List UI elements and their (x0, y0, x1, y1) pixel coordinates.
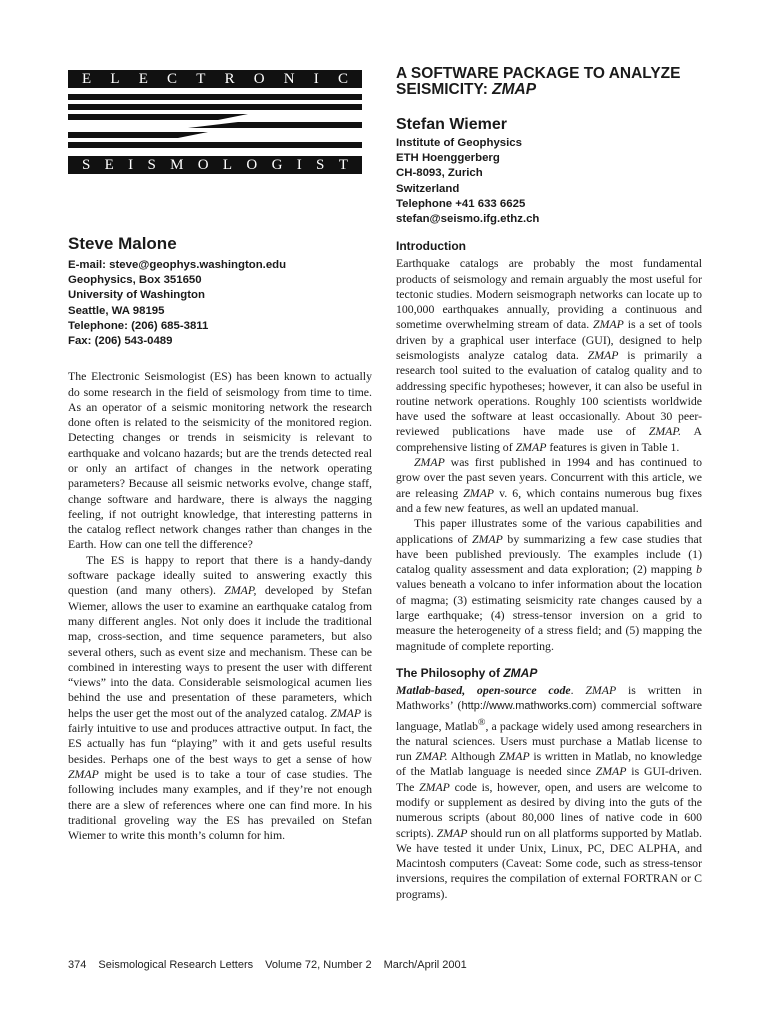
contact-line: Seattle, WA 98195 (68, 304, 165, 317)
contact-email: E-mail: steve@geophys.washington.edu (68, 259, 287, 271)
article-title: A SOFTWARE PACKAGE TO ANALYZE SEISMICITY: ZMAP (396, 65, 681, 98)
philosophy-paragraph: Matlab-based, open-source code. ZMAP is written in Mathworks’ (http://www.mathworks.com) commercial software language, Matlab®, a package widely used among researchers in the natural sciences. Users must purchase a Matlab license to run ZMAP. Although ZMAP is written in Matlab, no knowledge of the Matlab language is needed since ZMAP is GUI-driven. The ZMAP code is, however, open, and users are welcome to modify or supplement as desired by diving into the guts of the numerous scripts (about 80,000 lines of native code in 600 scripts). ZMAP should run on all platforms supported by Matlab. We have tested it under Unix, Linux, PC, DEC ALPHA, and Macintosh computers (Caveat: Some code, such as stress-tensor inversions, requires the compilation of external FORTRAN or C programs). (396, 682, 703, 901)
introduction-paragraph-2: ZMAP was first published in 1994 and has continued to grow over the past seven years. Concurrent with this article, we are releasing ZMAP v. 6, which contains numerous bug fixes and a few new features, as well an updated manual. (396, 455, 702, 515)
right-column (396, 66, 702, 902)
contact-line: University of Washington (68, 289, 205, 302)
article-author-contact (396, 136, 702, 227)
electronic-seismologist-logo (68, 70, 362, 178)
column-author-name: Steve Malone (68, 234, 177, 253)
section-heading-philosophy: The Philosophy of ZMAP (396, 665, 538, 680)
page-number: 374 (68, 959, 87, 971)
column-author-contact (68, 258, 372, 349)
contact-line: CH-8093, Zurich (396, 167, 483, 180)
introduction-paragraph-3: This paper illustrates some of the various capabilities and applications of ZMAP by summarizing a few case studies that have been published previously. The examples include (1) catalog quality assessment and data exploration; (2) mapping b values beneath a volcano to infer information about the location of magma; (3) estimating seismicity rate changes caused by a large earthquake; (4) stress-tensor inversion on a grid to measure the heterogeneity of a stress field; and (5) mapping the magnitude of complete reporting. (396, 516, 703, 653)
logo-top-bar: E L E C T R O N I C (68, 70, 362, 88)
volume-issue: Volume 72, Number 2 (265, 959, 372, 971)
contact-telephone: Telephone +41 633 6625 (396, 197, 526, 210)
mathworks-url: http://www.mathworks.com (461, 700, 593, 713)
logo-bottom-bar: S E I S M O L O G I S T (68, 156, 362, 174)
intro-paragraph-1: The Electronic Seismologist (ES) has been known to actually do some research in the field of seismology from time to time. As an operator of a seismic monitoring network the research done often is related to the seismicity of the monitored region. Detecting changes or trends in seismicity is relevant to earthquake and volcano hazards; but are the trends detected real or only an artifact of changes in the network operating parameters? Because all seismic networks evolve, change staff, change software and hardware, there is always the nagging feeling, if not outright knowledge, that interesting patterns in the catalog reflect network changes rather than changes in the Earth. How can one tell the difference? (68, 369, 372, 552)
contact-line: Institute of Geophysics (396, 137, 522, 149)
introduction-paragraph-1: Earthquake catalogs are probably the most fundamental products of seismology and remain arguably the most useful for tectonic studies. Modern seismograph networks can locate up to 100,000 earthquakes annually, providing a continuous and sometime overwhelming stream of data. ZMAP is a set of tools driven by a graphical user interface (GUI), designed to help seismologists analyze catalog data. ZMAP is primarily a research tool suited to the evaluation of catalog quality and to addressing specific hypotheses; however, it can also be useful in routine network operations. Roughly 100 scientists worldwide have used the software at least occasionally. About 30 peer-reviewed publications have made use of ZMAP. A comprehensive listing of ZMAP features is given in Table 1. (396, 256, 702, 454)
contact-telephone: Telephone: (206) 685-3811 (68, 319, 209, 332)
contact-line: Switzerland (396, 182, 460, 195)
contact-fax: Fax: (206) 543-0489 (68, 335, 173, 348)
contact-line: ETH Hoenggerberg (396, 152, 500, 165)
seismogram-stripes-graphic (68, 92, 362, 152)
issue-date: March/April 2001 (383, 959, 467, 971)
contact-email: stefan@seismo.ifg.ethz.ch (396, 213, 540, 226)
section-heading-introduction: Introduction (396, 239, 466, 254)
left-column (68, 70, 372, 843)
article-author-name: Stefan Wiemer (396, 116, 507, 133)
intro-paragraph-2: The ES is happy to report that there is a handy-dandy software package ideally suited to answering exactly this question (and many others). ZMAP, developed by Stefan Wiemer, allows the user to examine an earthquake catalog from many different angles. Not only does it include the traditional map, cross-section, and time sequence parameters, but also several others, such as event size and mechanism. These can be combined in interesting ways to present the user with different “views” into the data. Considerable seismological acumen lies behind the use and presentation of these parameters, which helps the user get the most out of the analyzed catalog. ZMAP is fairly intuitive to use and produces attractive output. In fact, the ES actually has fun “playing” with it and gets useful results besides. Perhaps one of the best ways to get a sense of how ZMAP might be used is to take a tour of case studies. The following includes many examples, and if they’re not enough there are a slew of references where one can find more. In his traditional groveling way the ES has prevailed on Stefan Wiemer to write this month’s column for him. (68, 552, 372, 843)
column-intro (68, 369, 372, 843)
page-footer (68, 959, 476, 971)
contact-line: Geophysics, Box 351650 (68, 274, 202, 287)
journal-name: Seismological Research Letters (98, 959, 254, 971)
